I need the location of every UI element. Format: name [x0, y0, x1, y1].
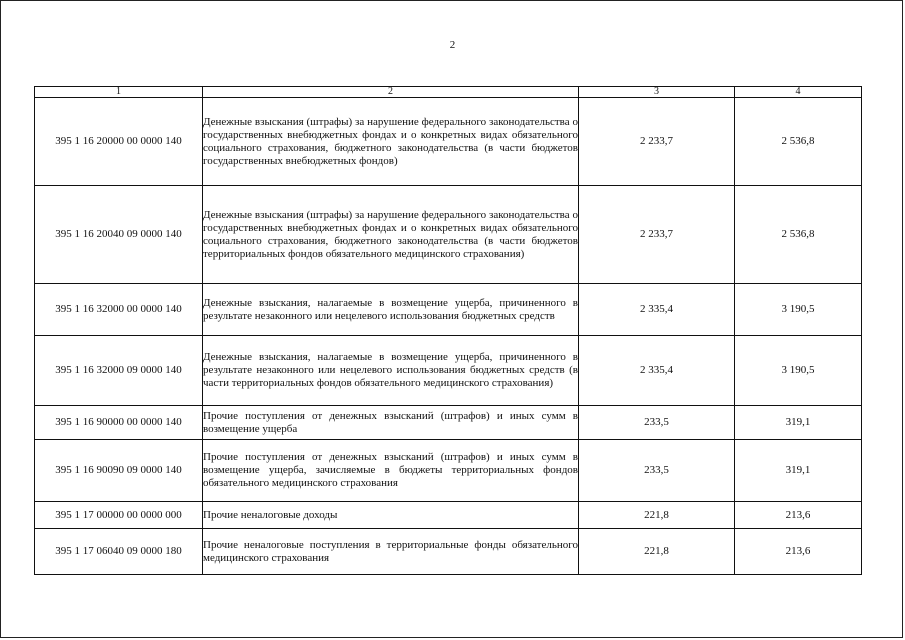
row-value-col3: 2 233,7 [579, 98, 735, 186]
table-row [35, 406, 862, 440]
row-description: Прочие поступления от денежных взысканий (штрафов) и иных сумм в возмещение ущерба [203, 406, 579, 440]
budget-table [34, 86, 862, 575]
table-row [35, 440, 862, 502]
row-description: Денежные взыскания, налагаемые в возмещение ущерба, причиненного в результате незаконного или нецелевого использования бюджетных средств [203, 284, 579, 336]
row-value-col4: 213,6 [735, 529, 862, 575]
row-code: 395 1 16 32000 09 0000 140 [35, 336, 203, 406]
row-description: Прочие поступления от денежных взысканий (штрафов) и иных сумм в возмещение ущерба, зачисляемые в бюджеты территориальных фондов обязательного медицинского страхования [203, 440, 579, 502]
row-value-col4: 2 536,8 [735, 98, 862, 186]
row-value-col4: 3 190,5 [735, 336, 862, 406]
table-row [35, 284, 862, 336]
table-row [35, 186, 862, 284]
table-row [35, 98, 862, 186]
header-col-1: 1 [35, 87, 203, 98]
row-code: 395 1 17 06040 09 0000 180 [35, 529, 203, 575]
row-code: 395 1 16 20040 09 0000 140 [35, 186, 203, 284]
table-row [35, 502, 862, 529]
row-value-col4: 319,1 [735, 440, 862, 502]
row-code: 395 1 16 20000 00 0000 140 [35, 98, 203, 186]
row-value-col3: 2 335,4 [579, 336, 735, 406]
row-description: Прочие неналоговые доходы [203, 502, 579, 529]
row-code: 395 1 17 00000 00 0000 000 [35, 502, 203, 529]
row-description: Прочие неналоговые поступления в территориальные фонды обязательного медицинского страхования [203, 529, 579, 575]
page-number: 2 [449, 39, 456, 51]
table-row [35, 529, 862, 575]
row-value-col3: 2 233,7 [579, 186, 735, 284]
header-col-3: 3 [579, 87, 735, 98]
row-code: 395 1 16 90000 00 0000 140 [35, 406, 203, 440]
row-value-col4: 3 190,5 [735, 284, 862, 336]
row-description: Денежные взыскания, налагаемые в возмещение ущерба, причиненного в результате незаконного или нецелевого использования бюджетных средств (в части территориальных фондов обязательного медицинского страхования) [203, 336, 579, 406]
row-value-col3: 221,8 [579, 529, 735, 575]
header-col-2: 2 [203, 87, 579, 98]
row-value-col3: 221,8 [579, 502, 735, 529]
table-header-row [35, 87, 862, 98]
row-value-col3: 2 335,4 [579, 284, 735, 336]
row-value-col4: 319,1 [735, 406, 862, 440]
row-description: Денежные взыскания (штрафы) за нарушение федерального законодательства о государственных внебюджетных фондах и о конкретных видах обязательного социального страхования, бюджетного законодательства (в части бюджетов территориальных фондов обязательного медицинского страхования) [203, 186, 579, 284]
row-value-col4: 2 536,8 [735, 186, 862, 284]
row-code: 395 1 16 32000 00 0000 140 [35, 284, 203, 336]
row-value-col4: 213,6 [735, 502, 862, 529]
header-col-4: 4 [735, 87, 862, 98]
row-value-col3: 233,5 [579, 406, 735, 440]
row-code: 395 1 16 90090 09 0000 140 [35, 440, 203, 502]
table-row [35, 336, 862, 406]
row-value-col3: 233,5 [579, 440, 735, 502]
row-description: Денежные взыскания (штрафы) за нарушение федерального законодательства о государственных внебюджетных фондах и о конкретных видах обязательного социального страхования, бюджетного законодательства (в части бюджетов государственных внебюджетных фондов) [203, 98, 579, 186]
